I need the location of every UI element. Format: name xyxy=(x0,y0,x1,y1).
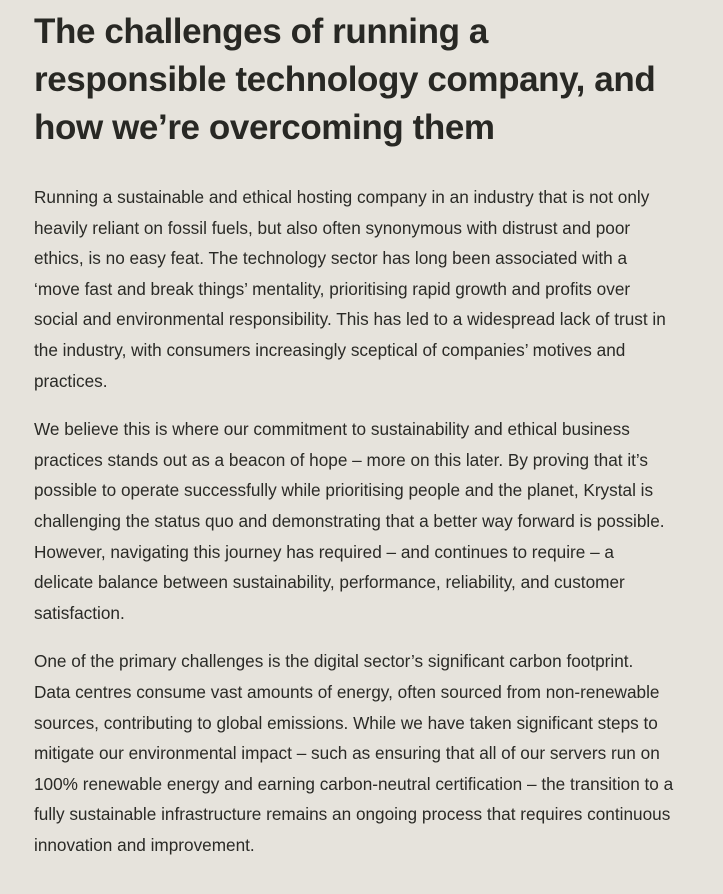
paragraph-3: One of the primary challenges is the digital sector’s significant carbon footprint. Data centres consume vast amounts of energy, often sourced from non-renewable sources, contributing to global emissions. While we have taken significant steps to mitigate our environmental impact – such as ensuring that all of our servers run on 100% renewable energy and earning carbon-neutral certification – the transition to a fully sustainable infrastructure remains an ongoing process that requires continuous innovation and improvement. xyxy=(34,651,674,855)
article-title: The challenges of running a responsible technology company, and how we’re overcoming them xyxy=(34,12,656,147)
paragraph-2: We believe this is where our commitment to sustainability and ethical business practices stands out as a beacon of hope – more on this later. By proving that it’s possible to operate successfully while prioritising people and the planet, Krystal is challenging the status quo and demonstrating that a better way forward is possible. However, navigating this journey has required – and continues to require – a delicate balance between sustainability, performance, reliability, and customer satisfaction. xyxy=(34,419,665,623)
article-body xyxy=(34,182,689,860)
paragraph-1: Running a sustainable and ethical hosting company in an industry that is not only heavily reliant on fossil fuels, but also often synonymous with distrust and poor ethics, is no easy feat. The technology sector has long been associated with a ‘move fast and break things’ mentality, prioritising rapid growth and profits over social and environmental responsibility. This has led to a widespread lack of trust in the industry, with consumers increasingly sceptical of companies’ motives and practices. xyxy=(34,187,666,391)
